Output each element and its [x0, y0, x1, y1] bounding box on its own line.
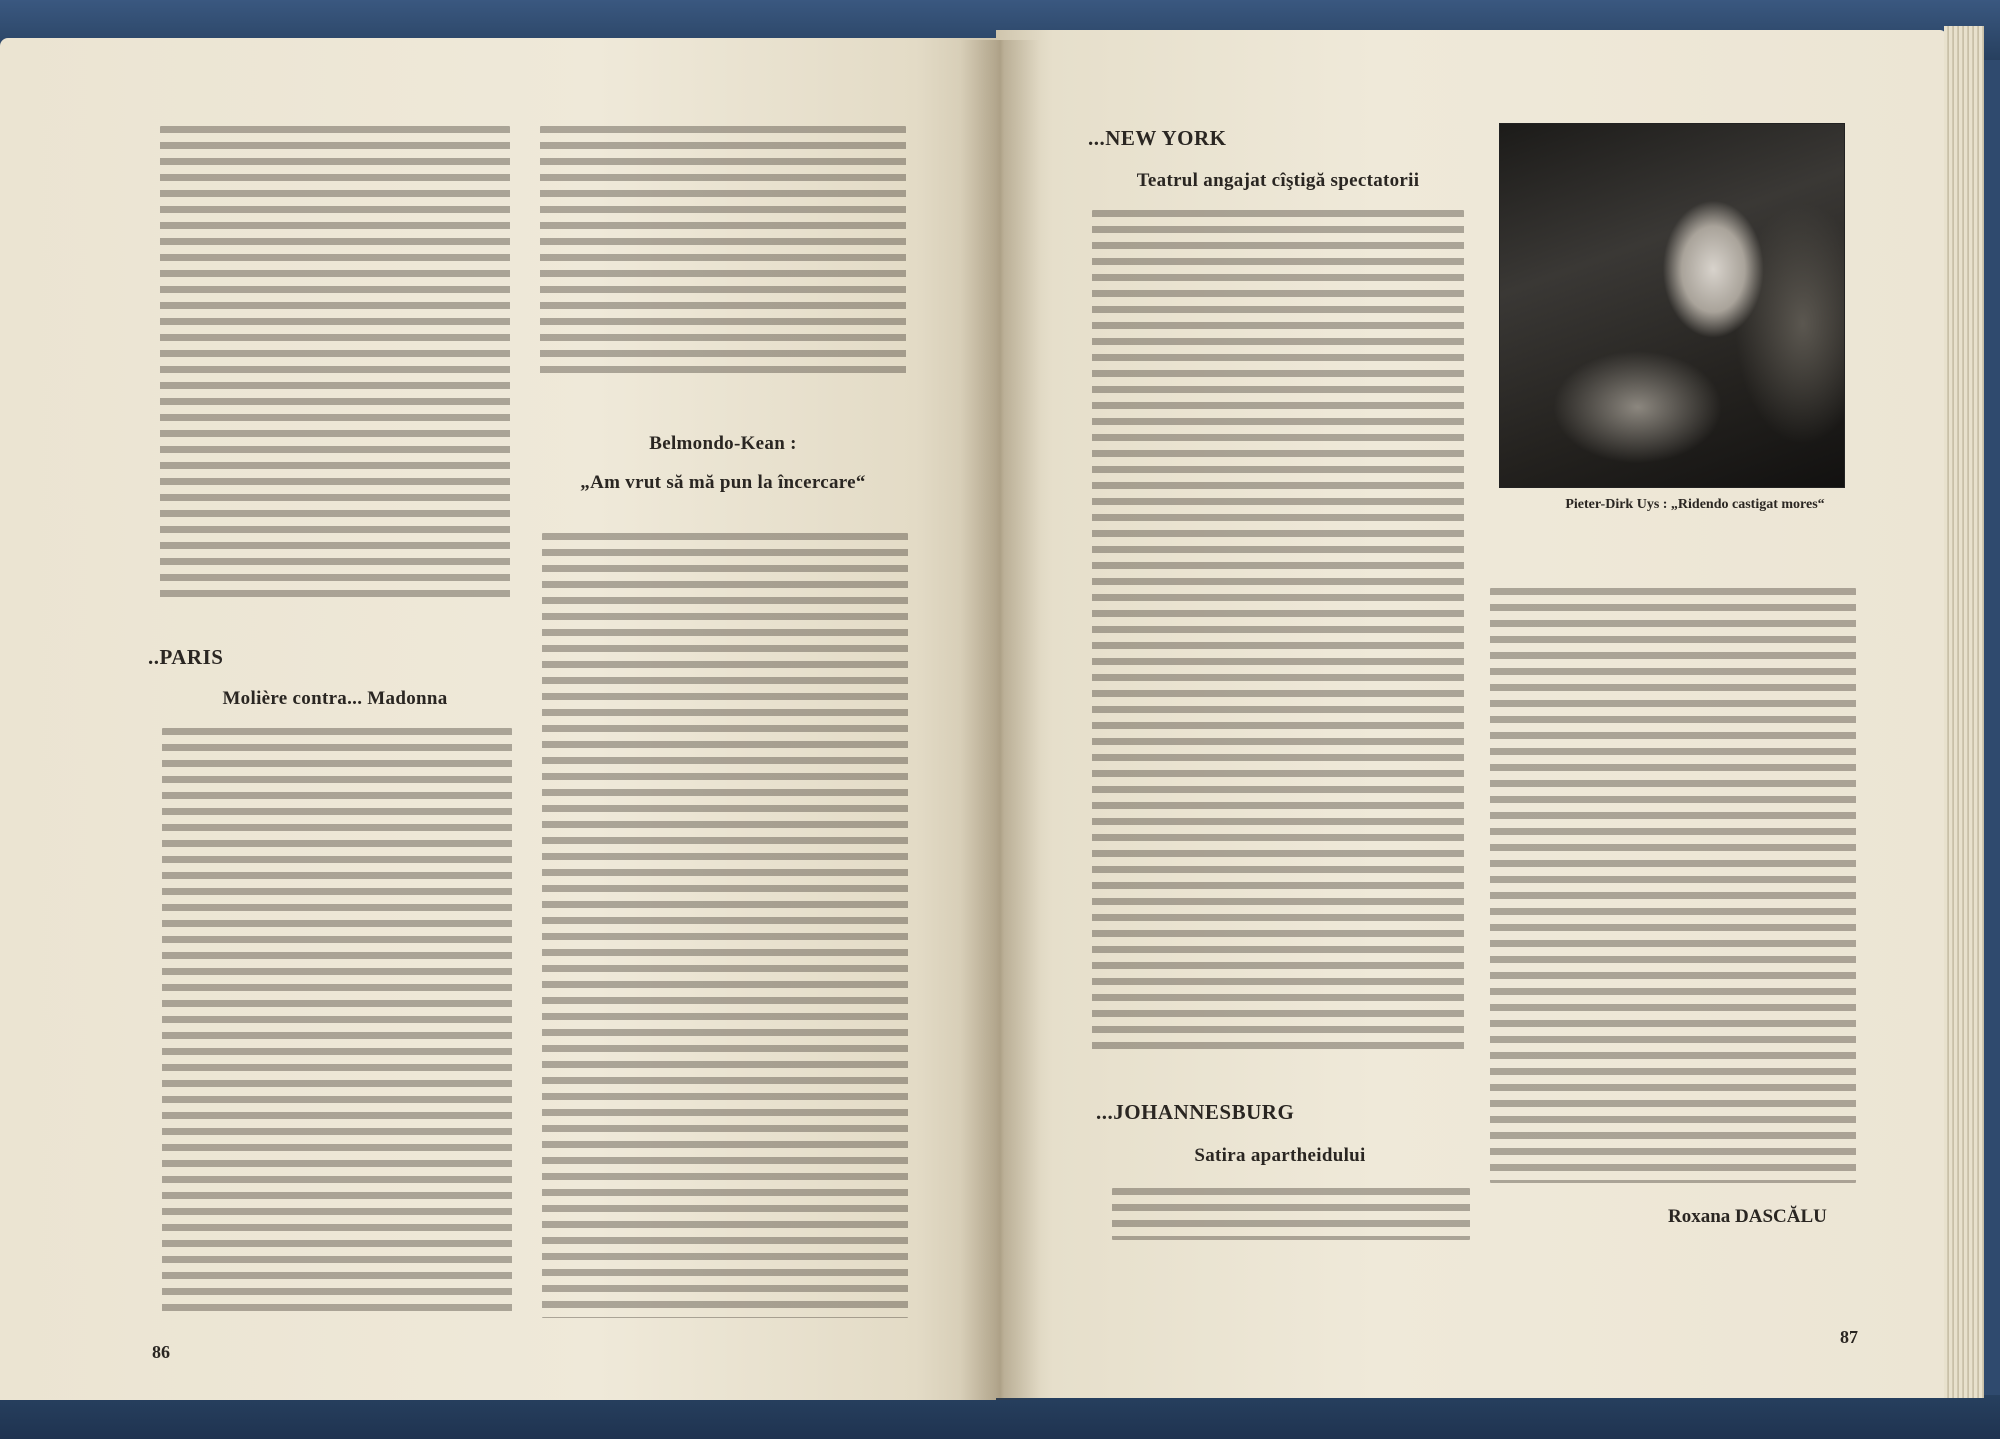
heading-satira-apartheidului: Satira apartheidului [1194, 1145, 1366, 1166]
book-cover-bottom [0, 1395, 2000, 1439]
page-number-left: 86 [152, 1342, 170, 1362]
section-title-paris: ..PARIS [148, 645, 224, 669]
heading-teatrul-angajat: Teatrul angajat cîştigă spectatorii [1136, 170, 1420, 191]
section-title-new-york: ...NEW YORK [1088, 126, 1227, 150]
body-text [1092, 210, 1464, 1050]
body-text [160, 126, 510, 606]
author-signature: Roxana DASCĂLU [1668, 1206, 1827, 1227]
body-text [162, 728, 512, 1316]
page-edges [1944, 26, 1984, 1398]
photo-pieter-dirk-uys [1500, 124, 1844, 487]
body-text [540, 126, 906, 376]
article-heading-moliere: Molière contra... Madonna [222, 688, 448, 709]
body-text [1490, 588, 1856, 1183]
body-text [542, 533, 908, 1318]
photo-caption: Pieter-Dirk Uys : „Ridendo castigat mores“ [1565, 497, 1825, 512]
page-number-right: 87 [1840, 1327, 1858, 1347]
subhead-belmondo-kean: Belmondo-Kean : [649, 433, 797, 454]
section-title-johannesburg: ...JOHANNESBURG [1096, 1100, 1295, 1124]
subhead-quote: „Am vrut să mă pun la încercare“ [580, 472, 866, 493]
body-text [1112, 1188, 1470, 1240]
book-gutter [960, 40, 1040, 1400]
